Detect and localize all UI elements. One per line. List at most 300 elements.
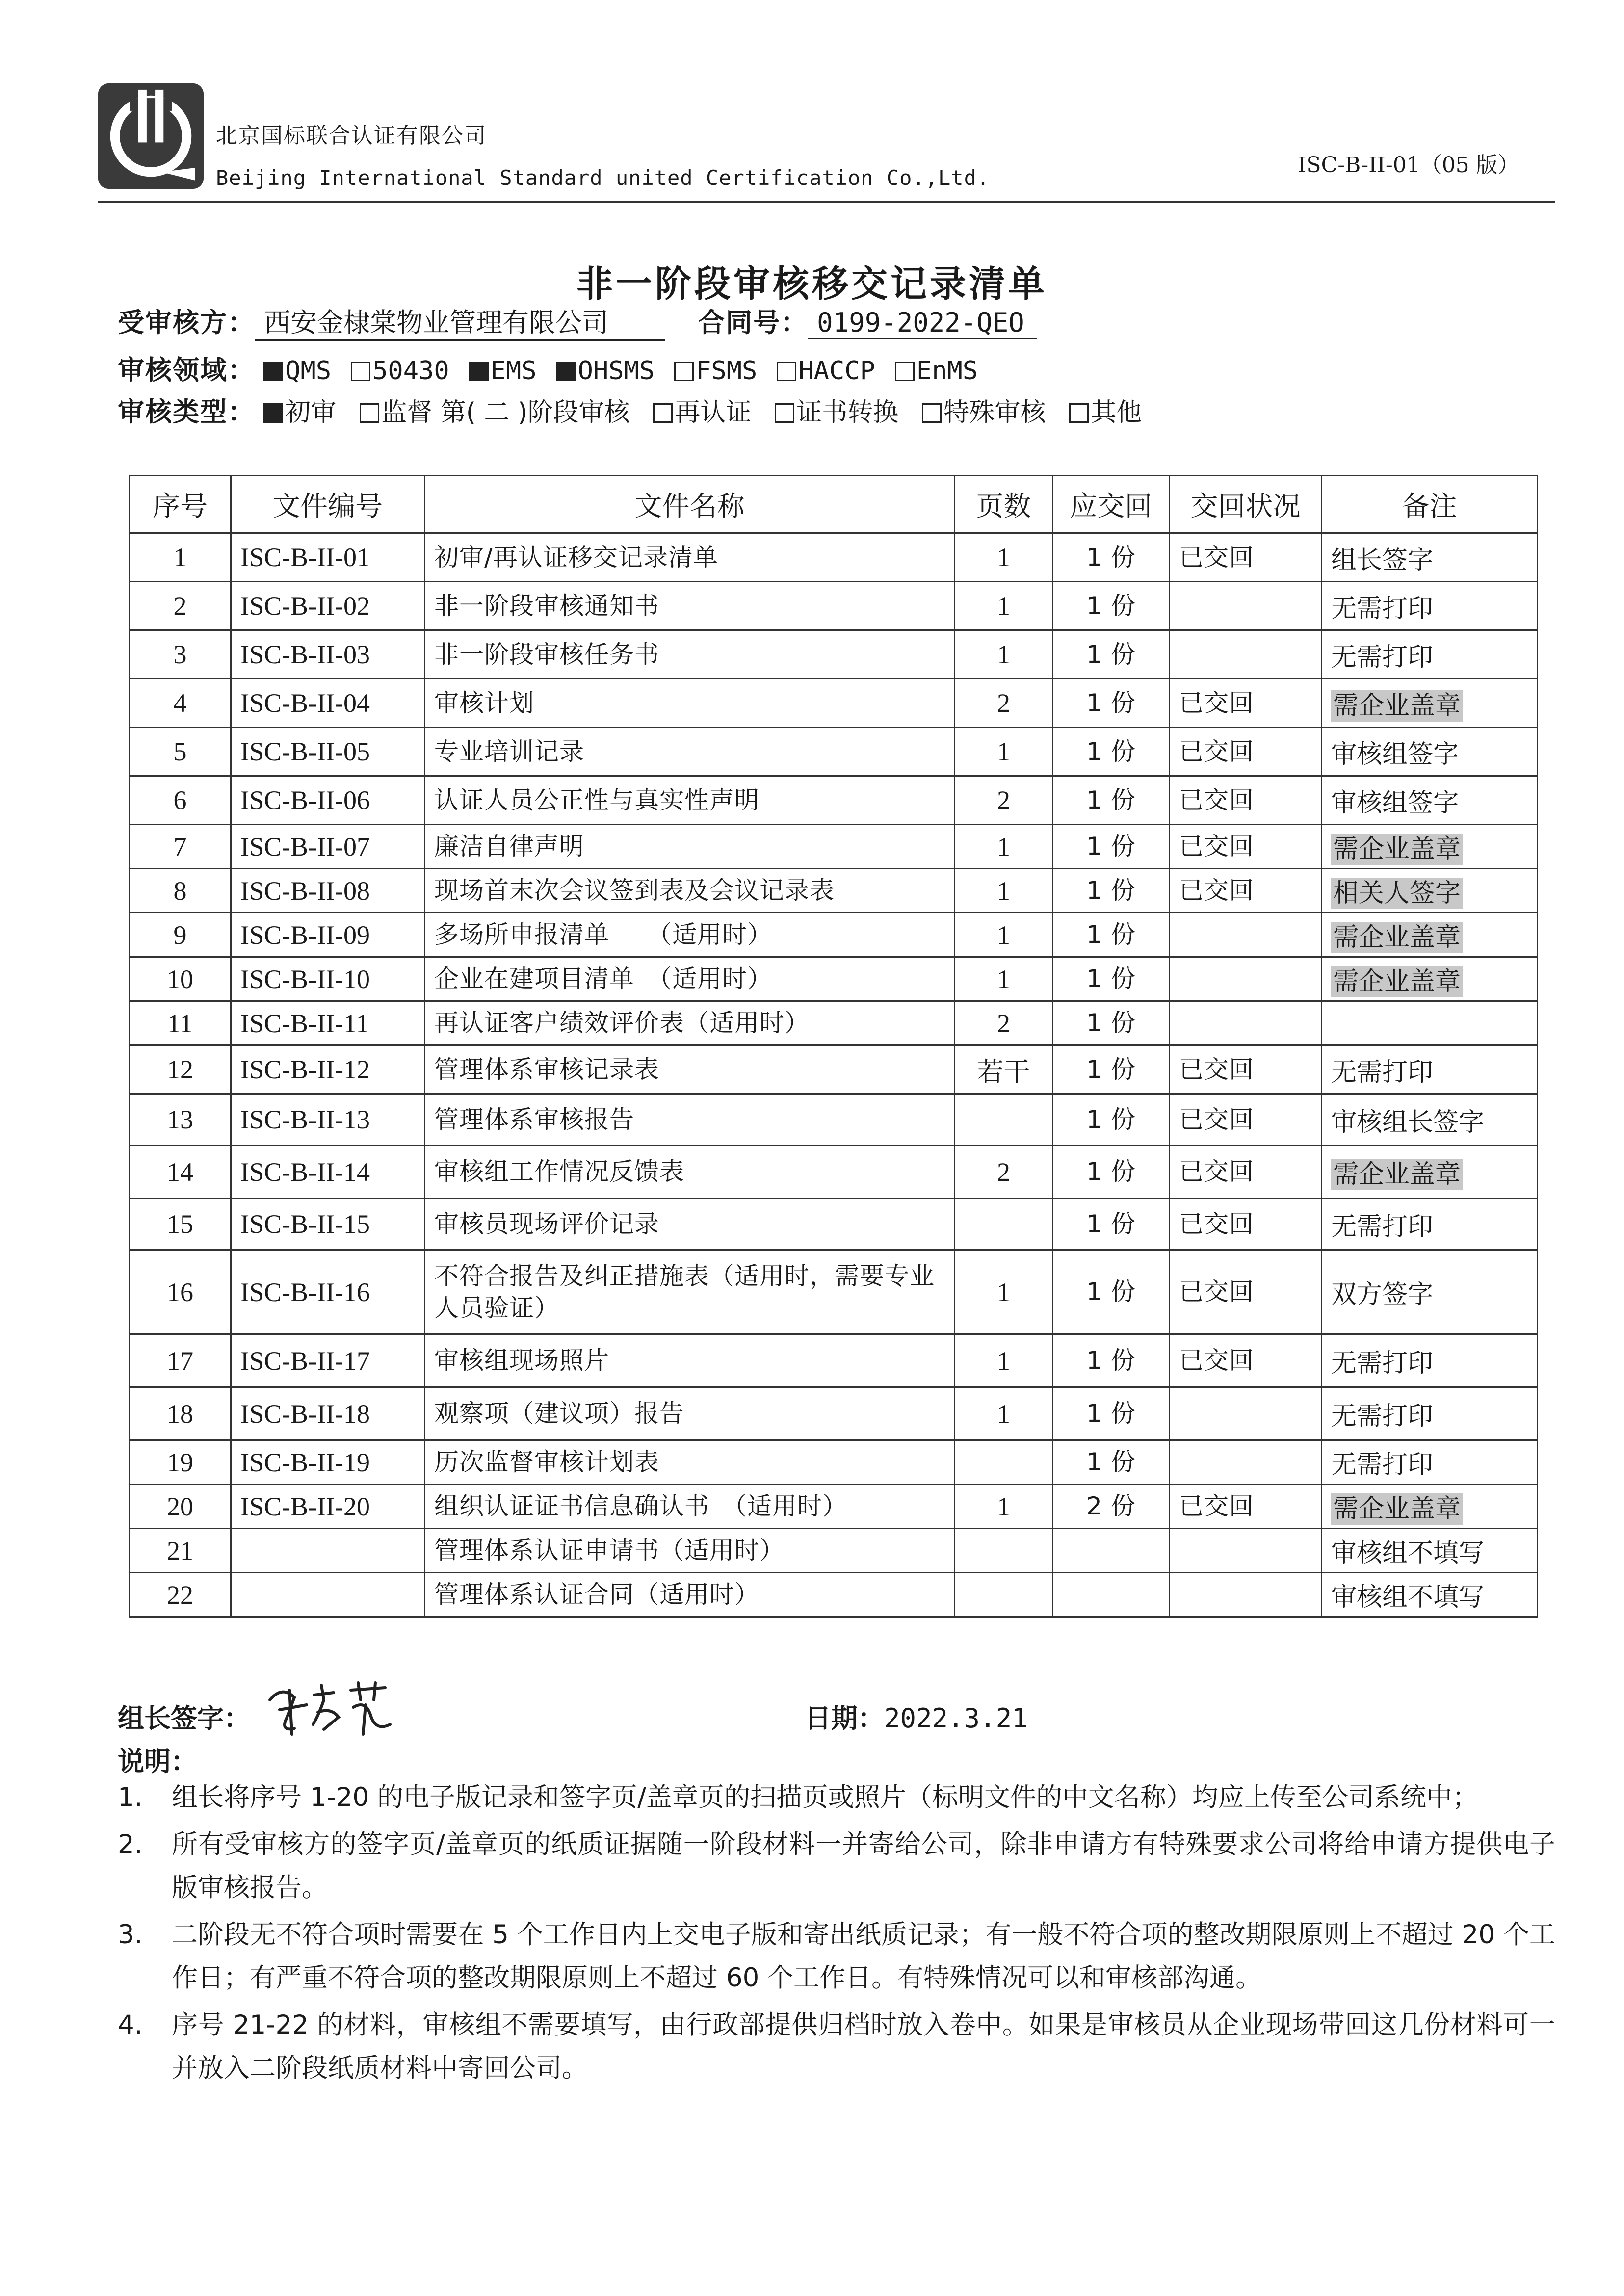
cell-name-text: 观察项（建议项）报告	[434, 1399, 684, 1428]
cell-remark-text: 审核组不填写	[1331, 1539, 1485, 1568]
cell-status	[1170, 1440, 1322, 1485]
cell-no	[130, 630, 231, 679]
field-option-label: EMS	[490, 356, 537, 386]
cell-pages-text: 若干	[977, 1057, 1030, 1087]
cell-no	[130, 582, 231, 630]
note-item	[118, 2004, 1555, 2090]
cell-code-text: ISC-B-II-15	[240, 1209, 370, 1239]
cell-copies-text: 1 份	[1086, 785, 1136, 814]
cell-name-text: 现场首末次会议签到表及会议记录表	[434, 876, 835, 905]
document-number: ISC-B-II-01（05 版）	[1298, 153, 1519, 178]
audit-field-options	[263, 355, 997, 386]
cell-code-text: ISC-B-II-10	[240, 964, 370, 994]
cell-code	[231, 679, 425, 728]
date-value: 2022.3.21	[884, 1703, 1028, 1734]
cell-code-text: ISC-B-II-20	[240, 1491, 370, 1521]
cell-no	[130, 1387, 231, 1440]
cell-no-text: 6	[173, 785, 187, 815]
cell-status-text: 已交回	[1179, 543, 1254, 572]
cell-copies	[1053, 1045, 1170, 1094]
cell-pages	[955, 679, 1053, 728]
cell-status	[1170, 1387, 1322, 1440]
checked-box-icon[interactable]	[556, 362, 576, 381]
cell-name	[425, 1387, 955, 1440]
cell-pages	[955, 533, 1053, 582]
cell-pages-text: 2	[997, 1157, 1010, 1187]
cell-pages	[955, 1094, 1053, 1146]
cell-pages-text: 1	[997, 1399, 1010, 1429]
cell-remark-text: 需企业盖章	[1331, 966, 1463, 997]
cell-no-text: 8	[173, 876, 187, 906]
cell-name	[425, 957, 955, 1001]
header-name: 文件名称	[425, 476, 955, 533]
cell-no-text: 9	[173, 920, 187, 950]
cell-pages-text: 1	[997, 876, 1010, 906]
cell-pages	[955, 1199, 1053, 1250]
cell-copies	[1053, 1573, 1170, 1617]
cell-copies	[1053, 1094, 1170, 1146]
cell-code-text: ISC-B-II-16	[240, 1277, 370, 1307]
table-row	[130, 1094, 1538, 1146]
type-option-label: 再认证	[675, 398, 752, 427]
cell-status	[1170, 679, 1322, 728]
handover-table	[129, 475, 1538, 1618]
cell-code	[231, 533, 425, 582]
cell-copies	[1053, 869, 1170, 913]
audit-field-label: 审核领域：	[118, 355, 255, 386]
cell-status-text: 已交回	[1179, 832, 1254, 861]
cell-status-text: 已交回	[1179, 737, 1254, 766]
cell-copies-text: 1 份	[1086, 543, 1136, 572]
cell-no-text: 19	[167, 1447, 193, 1477]
cell-no-text: 2	[173, 591, 187, 621]
cell-no	[130, 776, 231, 825]
cell-remark	[1322, 1199, 1538, 1250]
cell-status-text: 已交回	[1179, 1105, 1254, 1134]
cell-status	[1170, 957, 1322, 1001]
cell-copies	[1053, 679, 1170, 728]
audit-type-line	[118, 391, 1165, 429]
cell-no	[130, 1529, 231, 1573]
field-option	[895, 356, 978, 386]
cell-copies-text: 1 份	[1086, 640, 1136, 669]
cell-remark-text: 无需打印	[1331, 1349, 1434, 1378]
cell-no-text: 10	[167, 964, 193, 994]
cell-remark	[1322, 1045, 1538, 1094]
table-row	[130, 957, 1538, 1001]
cell-copies-text: 1 份	[1086, 1278, 1136, 1306]
cell-code-text: ISC-B-II-18	[240, 1399, 370, 1429]
date-label: 日期：	[805, 1703, 884, 1734]
cell-name	[425, 630, 955, 679]
cell-code-text: ISC-B-II-03	[240, 640, 370, 669]
cell-remark-text: 审核组签字	[1331, 739, 1459, 769]
cell-status	[1170, 533, 1322, 582]
cell-no	[130, 1250, 231, 1334]
cell-status	[1170, 1094, 1322, 1146]
cell-name-text: 审核组工作情况反馈表	[434, 1157, 684, 1186]
cell-status	[1170, 1334, 1322, 1387]
cell-name-text: 再认证客户绩效评价表（适用时）	[434, 1009, 810, 1037]
cell-copies-text: 1 份	[1086, 737, 1136, 766]
cell-status	[1170, 1146, 1322, 1199]
field-option-label: EnMS	[916, 356, 978, 386]
cell-copies-text: 1 份	[1086, 1399, 1136, 1428]
unchecked-box-icon[interactable]	[922, 403, 942, 423]
cell-pages-text: 1	[997, 591, 1010, 621]
unchecked-box-icon[interactable]	[1069, 403, 1089, 423]
auditee-label: 受审核方：	[118, 307, 255, 338]
cell-no	[130, 1199, 231, 1250]
cell-name	[425, 582, 955, 630]
cell-code	[231, 776, 425, 825]
cell-remark-text: 双方签字	[1331, 1280, 1434, 1309]
cell-copies	[1053, 630, 1170, 679]
cell-code-text: ISC-B-II-12	[240, 1055, 370, 1084]
cell-name	[425, 825, 955, 869]
field-option-label: FSMS	[696, 356, 758, 386]
cell-code-text: ISC-B-II-09	[240, 920, 370, 950]
cell-no	[130, 1001, 231, 1045]
field-option	[263, 356, 331, 386]
cell-remark-text: 审核组不填写	[1331, 1583, 1485, 1612]
cell-no	[130, 913, 231, 957]
cell-status	[1170, 913, 1322, 957]
cell-no-text: 15	[167, 1209, 193, 1239]
cell-code	[231, 1334, 425, 1387]
cell-copies-text: 1 份	[1086, 876, 1136, 905]
cell-pages	[955, 913, 1053, 957]
cell-remark-text: 无需打印	[1331, 1212, 1434, 1242]
cell-code-text: ISC-B-II-05	[240, 737, 370, 766]
table-row	[130, 1045, 1538, 1094]
page-title: 非一阶段审核移交记录清单	[576, 263, 1048, 305]
cell-copies	[1053, 825, 1170, 869]
cell-no	[130, 1334, 231, 1387]
auditee-value: 西安金棣棠物业管理有限公司	[255, 302, 665, 341]
cell-copies	[1053, 1387, 1170, 1440]
cell-no-text: 5	[173, 737, 187, 766]
cell-name	[425, 1199, 955, 1250]
cell-no-text: 17	[167, 1346, 193, 1376]
field-option-label: QMS	[285, 356, 332, 386]
cell-remark	[1322, 957, 1538, 1001]
cell-pages	[955, 957, 1053, 1001]
cell-no	[130, 869, 231, 913]
cell-code-text: ISC-B-II-13	[240, 1105, 370, 1134]
cell-code-text: ISC-B-II-08	[240, 876, 370, 906]
cell-pages	[955, 1250, 1053, 1334]
cell-remark-text: 需企业盖章	[1331, 922, 1463, 953]
cell-copies-text: 1 份	[1086, 1157, 1136, 1186]
cell-copies	[1053, 582, 1170, 630]
cell-code	[231, 582, 425, 630]
cell-remark-text: 需企业盖章	[1331, 1493, 1463, 1525]
cell-code	[231, 1045, 425, 1094]
cell-name	[425, 1440, 955, 1485]
cell-remark-text: 无需打印	[1331, 642, 1434, 672]
checked-box-icon[interactable]	[469, 362, 489, 381]
cell-status-text: 已交回	[1179, 1278, 1254, 1306]
note-text: 所有受审核方的签字页/盖章页的纸质证据随一阶段材料一并寄给公司，除非申请方有特殊要求公司将给申请方提供电子版审核报告。	[172, 1829, 1555, 1903]
cell-remark	[1322, 679, 1538, 728]
cell-name	[425, 1573, 955, 1617]
cell-remark-text: 无需打印	[1331, 1402, 1434, 1431]
header-no: 序号	[130, 476, 231, 533]
cell-remark	[1322, 1440, 1538, 1485]
unchecked-box-icon[interactable]	[674, 362, 694, 381]
table-row	[130, 1387, 1538, 1440]
cell-name	[425, 679, 955, 728]
cell-remark-text: 需企业盖章	[1331, 690, 1463, 722]
cell-copies-text: 1 份	[1086, 1105, 1136, 1134]
cell-name-text: 专业培训记录	[434, 737, 584, 766]
cell-name-text: 审核组现场照片	[434, 1346, 609, 1375]
cell-name-text: 非一阶段审核通知书	[434, 591, 659, 620]
cell-name-text: 管理体系认证合同（适用时）	[434, 1580, 760, 1609]
cell-code	[231, 728, 425, 776]
cell-remark-text: 无需打印	[1331, 1450, 1434, 1480]
cell-copies-text: 1 份	[1086, 965, 1136, 993]
cell-pages-text: 2	[997, 785, 1010, 815]
cell-code	[231, 1440, 425, 1485]
type-option-label: 初审	[285, 398, 337, 427]
cell-code	[231, 1199, 425, 1250]
cell-pages-text: 1	[997, 1346, 1010, 1376]
cell-remark-text: 审核组长签字	[1331, 1107, 1485, 1137]
cell-code	[231, 1094, 425, 1146]
cell-copies	[1053, 1250, 1170, 1334]
cell-name	[425, 776, 955, 825]
cell-pages-text: 1	[997, 920, 1010, 950]
cell-remark	[1322, 869, 1538, 913]
cell-pages	[955, 1045, 1053, 1094]
cell-pages-text: 2	[997, 688, 1010, 718]
cell-name	[425, 913, 955, 957]
cell-no-text: 4	[173, 688, 187, 718]
cell-no-text: 11	[167, 1008, 193, 1038]
cell-name-text: 历次监督审核计划表	[434, 1448, 659, 1476]
cell-no-text: 16	[167, 1277, 193, 1307]
cell-copies	[1053, 533, 1170, 582]
cell-pages-text: 2	[997, 1008, 1010, 1038]
cell-code	[231, 1529, 425, 1573]
cell-name-text: 初审/再认证移交记录清单	[434, 543, 718, 572]
audit-field-line	[118, 349, 997, 387]
cell-pages	[955, 825, 1053, 869]
cell-code	[231, 1573, 425, 1617]
unchecked-box-icon[interactable]	[360, 403, 379, 423]
cell-name-text: 企业在建项目清单 （适用时）	[434, 965, 772, 993]
cell-remark	[1322, 728, 1538, 776]
cell-pages-text: 1	[997, 640, 1010, 669]
cell-code-text: ISC-B-II-19	[240, 1447, 370, 1477]
cell-name-text: 管理体系审核报告	[434, 1105, 634, 1134]
contract-label: 合同号：	[698, 307, 809, 338]
cell-remark	[1322, 533, 1538, 582]
cell-copies-text: 1 份	[1086, 1209, 1136, 1238]
cell-status-text: 已交回	[1179, 1209, 1254, 1238]
cell-code	[231, 1146, 425, 1199]
cell-name-text: 管理体系认证申请书（适用时）	[434, 1536, 785, 1565]
field-option-label: OHSMS	[577, 356, 655, 386]
cell-no-text: 12	[167, 1055, 193, 1084]
cell-remark-text: 相关人签字	[1331, 878, 1463, 909]
cell-code	[231, 957, 425, 1001]
cell-remark	[1322, 1573, 1538, 1617]
cell-no	[130, 1440, 231, 1485]
unchecked-box-icon[interactable]	[895, 362, 915, 381]
cell-status	[1170, 1199, 1322, 1250]
table-row	[130, 869, 1538, 913]
cell-name-text: 审核计划	[434, 688, 534, 717]
unchecked-box-icon[interactable]	[351, 362, 370, 381]
cell-pages	[955, 776, 1053, 825]
field-option	[469, 356, 537, 386]
cell-code-text: ISC-B-II-14	[240, 1157, 370, 1187]
table-row	[130, 825, 1538, 869]
table-row	[130, 1440, 1538, 1485]
table-body	[130, 533, 1538, 1617]
note-text: 二阶段无不符合项时需要在 5 个工作日内上交电子版和寄出纸质记录；有一般不符合项的整改期限原则上不超过 20 个工作日；有严重不符合项的整改期限原则上不超过 60 个工作日。有特殊情况可以和审核部沟通。	[172, 1920, 1555, 1993]
cell-name	[425, 869, 955, 913]
cell-code	[231, 1001, 425, 1045]
cell-remark	[1322, 630, 1538, 679]
cell-name-text: 多场所申报清单 （适用时）	[434, 920, 772, 949]
cell-no	[130, 1485, 231, 1529]
cell-code-text: ISC-B-II-07	[240, 832, 370, 861]
cell-pages	[955, 1334, 1053, 1387]
cell-code-text: ISC-B-II-17	[240, 1346, 370, 1376]
cell-status-text: 已交回	[1179, 876, 1254, 905]
cell-copies-text: 2 份	[1086, 1492, 1136, 1520]
cell-copies	[1053, 1440, 1170, 1485]
cell-copies-text: 1 份	[1086, 591, 1136, 620]
table-row	[130, 1250, 1538, 1334]
audit-type-label: 审核类型：	[118, 396, 255, 427]
cell-copies	[1053, 1146, 1170, 1199]
table-header-row	[130, 476, 1538, 533]
cell-pages	[955, 1146, 1053, 1199]
cell-remark	[1322, 1529, 1538, 1573]
cell-code	[231, 1250, 425, 1334]
cell-status-text: 已交回	[1179, 688, 1254, 717]
cell-status	[1170, 728, 1322, 776]
cell-remark	[1322, 1094, 1538, 1146]
table-row	[130, 630, 1538, 679]
cell-no	[130, 1094, 231, 1146]
cell-name	[425, 1146, 955, 1199]
contract-value: 0199-2022-QEO	[808, 307, 1037, 339]
cell-no-text: 1	[173, 543, 187, 572]
cell-no	[130, 679, 231, 728]
note-item	[118, 1776, 1555, 1819]
cell-name	[425, 1485, 955, 1529]
table-row	[130, 1573, 1538, 1617]
cell-remark	[1322, 776, 1538, 825]
date-line	[805, 1697, 1028, 1735]
cell-status	[1170, 1529, 1322, 1573]
company-name-en: Beijing International Standard united Certification Co.,Ltd.	[216, 166, 990, 190]
cell-remark-text: 需企业盖章	[1331, 834, 1463, 865]
cell-name-text: 组织认证证书信息确认书 （适用时）	[434, 1492, 847, 1520]
leader-signature	[260, 1670, 397, 1744]
cell-copies	[1053, 1199, 1170, 1250]
cell-code	[231, 825, 425, 869]
notes-list	[118, 1776, 1555, 2094]
checked-box-icon[interactable]	[263, 403, 283, 423]
field-option-label: 50430	[372, 356, 449, 386]
cell-name	[425, 533, 955, 582]
checked-box-icon[interactable]	[263, 362, 283, 381]
cell-copies	[1053, 913, 1170, 957]
cell-pages-text: 1	[997, 832, 1010, 861]
cell-copies-text: 1 份	[1086, 832, 1136, 861]
type-option	[263, 391, 336, 428]
cell-status	[1170, 869, 1322, 913]
cell-status-text: 已交回	[1179, 785, 1254, 814]
table-row	[130, 728, 1538, 776]
cell-no-text: 22	[167, 1580, 193, 1610]
cell-code	[231, 1387, 425, 1440]
cell-name	[425, 1045, 955, 1094]
cell-remark	[1322, 913, 1538, 957]
cell-remark-text: 无需打印	[1331, 594, 1434, 624]
table-row	[130, 913, 1538, 957]
cell-copies	[1053, 1485, 1170, 1529]
cell-remark-text: 审核组签字	[1331, 788, 1459, 818]
cell-pages	[955, 630, 1053, 679]
cell-name-text: 审核员现场评价记录	[434, 1209, 659, 1238]
cell-status	[1170, 1250, 1322, 1334]
field-option-label: HACCP	[798, 356, 875, 386]
unchecked-box-icon[interactable]	[775, 403, 794, 423]
cell-no-text: 7	[173, 832, 187, 861]
note-text: 序号 21-22 的材料，审核组不需要填写，由行政部提供归档时放入卷中。如果是审核员从企业现场带回这几份材料可一并放入二阶段纸质材料中寄回公司。	[172, 2010, 1555, 2083]
unchecked-box-icon[interactable]	[777, 362, 796, 381]
cell-copies-text: 1 份	[1086, 1055, 1136, 1084]
cell-no-text: 13	[167, 1105, 193, 1134]
cell-status-text: 已交回	[1179, 1346, 1254, 1375]
type-option-label: 监督 第( 二 )阶段审核	[381, 398, 630, 427]
cell-remark-text: 组长签字	[1331, 545, 1434, 575]
cell-name-text: 廉洁自律声明	[434, 832, 584, 861]
cell-pages-text: 1	[997, 1277, 1010, 1307]
type-option-label: 其他	[1091, 398, 1142, 427]
cell-status-text: 已交回	[1179, 1157, 1254, 1186]
cell-pages	[955, 1001, 1053, 1045]
field-option	[351, 356, 449, 386]
cell-status	[1170, 776, 1322, 825]
cell-name-text: 非一阶段审核任务书	[434, 640, 659, 669]
table-row	[130, 1334, 1538, 1387]
cell-copies-text: 1 份	[1086, 1009, 1136, 1037]
cell-pages-text: 1	[997, 1491, 1010, 1521]
cell-code	[231, 913, 425, 957]
table-row	[130, 1001, 1538, 1045]
table-row	[130, 776, 1538, 825]
cell-code-text: ISC-B-II-02	[240, 591, 370, 621]
cell-name	[425, 1529, 955, 1573]
unchecked-box-icon[interactable]	[653, 403, 673, 423]
cell-no-text: 20	[167, 1491, 193, 1521]
cell-name	[425, 1094, 955, 1146]
leader-sign-label: 组长签字：	[118, 1703, 250, 1734]
cell-code	[231, 869, 425, 913]
cell-code-text: ISC-B-II-06	[240, 785, 370, 815]
cell-status	[1170, 825, 1322, 869]
cell-copies	[1053, 1529, 1170, 1573]
